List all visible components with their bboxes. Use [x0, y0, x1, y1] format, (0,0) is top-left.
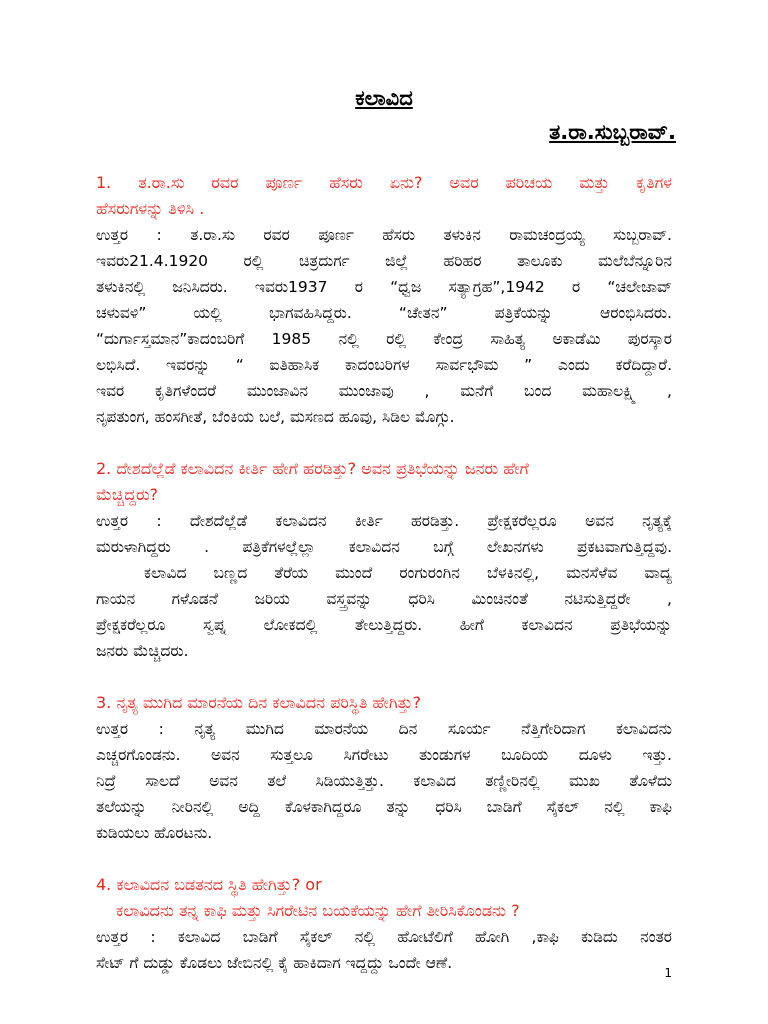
question-line: ಮೆಚ್ಚಿದ್ದರು?	[96, 485, 159, 504]
question-text-alt: ಕಲಾವಿದನು ತನ್ನ ಕಾಫಿ ಮತ್ತು ಸಿಗರೇಟಿನ ಬಯಕೆಯನ್ನು ಹೇಗೆ ತೀರಿಸಿಕೊಂಡನು ?	[116, 901, 520, 920]
answer-line: ಇವರ ಕೃತಿಗಳೆಂದರೆ ಮುಂಜಾವಿನ ಮುಂಜಾವು , ಮನೆಗೆ ಬಂದ ಮಹಾಲಕ್ಷ್ಮಿ ,	[96, 382, 672, 400]
question-section	[96, 872, 672, 976]
question-text	[96, 872, 672, 898]
answer-text	[96, 924, 672, 976]
question-line: 4. ಕಲಾವಿದನ ಬಡತನದ ಸ್ಥಿತಿ ಹೇಗಿತ್ತು? or	[96, 875, 322, 894]
answer-line: ಸೇಟ್ ಗೆ ದುಡ್ಡು ಕೊಡಲು ಜೇಬಿನಲ್ಲಿ ಕೈ ಹಾಕಿದಾಗ ಇದ್ದದ್ದು ಒಂದೇ ಆಣೆ.	[96, 954, 453, 972]
question-section	[96, 170, 672, 430]
answer-line: ನೃಪತುಂಗ, ಹಂಸಗೀತೆ, ಬೆಂಕಿಯ ಬಲೆ, ಮಸಣದ ಹೂವು, ಸಿಡಿಲ ಮೊಗ್ಗು.	[96, 408, 455, 426]
page-number: 1	[664, 966, 672, 980]
answer-line: ಉತ್ತರ : ನೃತ್ಯ ಮುಗಿದ ಮಾರನೆಯ ದಿನ ಸೂರ್ಯ ನೆತ್ತಿಗೇರಿದಾಗ ಕಲಾವಿದನು	[96, 720, 672, 738]
answer-line: ಉತ್ತರ : ತ.ರಾ.ಸು ರವರ ಪೂರ್ಣ ಹೆಸರು ತಳುಕಿನ ರಾಮಚಂದ್ರಯ್ಯ ಸುಬ್ಬರಾವ್.	[96, 226, 672, 244]
answer-line: ಉತ್ತರ : ದೇಶದೆಲ್ಲೆಡೆ ಕಲಾವಿದನ ಕೀರ್ತಿ ಹರಡಿತ್ತು. ಪ್ರೇಕ್ಷಕರೆಲ್ಲರೂ ಅವನ ನೃತ್ಯಕ್ಕೆ	[96, 512, 672, 530]
answer-line: “ದುರ್ಗಾಸ್ತಮಾನ”ಕಾದಂಬರಿಗೆ 1985 ನಲ್ಲಿ ರಲ್ಲಿ ಕೇಂದ್ರ ಸಾಹಿತ್ಯ ಅಕಾಡೆಮಿ ಪುರಸ್ಕಾರ	[96, 330, 672, 348]
answer-text	[96, 716, 672, 846]
document-body	[96, 170, 672, 976]
answer-line: ಉತ್ತರ : ಕಲಾವಿದ ಬಾಡಿಗೆ ಸೈಕಲ್ ನಲ್ಲಿ ಹೋಟೆಲಿಗೆ ಹೋಗಿ ,ಕಾಫಿ ಕುಡಿದು ನಂತರ	[96, 928, 672, 946]
question-text	[96, 170, 672, 222]
question-text	[96, 690, 672, 716]
answer-line: ಕುಡಿಯಲು ಹೊರಟನು.	[96, 824, 213, 842]
question-text	[96, 456, 672, 508]
answer-line: ಚಳುವಳಿ” ಯಲ್ಲಿ ಭಾಗವಹಿಸಿದ್ದರು. “ಚೇತನ” ಪತ್ರಿಕೆಯನ್ನು ಆರಂಭಿಸಿದರು.	[96, 304, 672, 322]
question-section	[96, 690, 672, 846]
answer-line: ಇವರು21.4.1920 ರಲ್ಲಿ ಚಿತ್ರದುರ್ಗ ಜಿಲ್ಲೆ ಹರಿಹರ ತಾಲೂಕು ಮಲೆಬೆನ್ನೂರಿನ	[96, 252, 672, 270]
question-line: 3. ನೃತ್ಯ ಮುಗಿದ ಮಾರನೆಯ ದಿನ ಕಲಾವಿದನ ಪರಿಸ್ಥಿತಿ ಹೇಗಿತ್ತು?	[96, 693, 422, 712]
answer-line: ಲಭಿಸಿದೆ. ಇವರನ್ನು “ ಐತಿಹಾಸಿಕ ಕಾದಂಬರಿಗಳ ಸಾರ್ವಭೌಮ ” ಎಂದು ಕರೆದಿದ್ದಾರೆ.	[96, 356, 672, 374]
answer-line: ನಿದ್ರೆ ಸಾಲದೆ ಅವನ ತಲೆ ಸಿಡಿಯುತ್ತಿತ್ತು. ಕಲಾವಿದ ತಣ್ಣೀರಿನಲ್ಲಿ ಮುಖ ತೊಳೆದು	[96, 772, 672, 790]
answer-line: ತಲೆಯನ್ನು ನೀರಿನಲ್ಲಿ ಅದ್ದಿ ಕೊಳಕಾಗಿದ್ದರೂ ತನ್ನು ಧರಿಸಿ ಬಾಡಿಗೆ ಸೈಕಲ್ ನಲ್ಲಿ ಕಾಫಿ	[96, 798, 672, 816]
answer-line: ತಳುಕಿನಲ್ಲಿ ಜನಿಸಿದರು. ಇವರು1937 ರ “ಧ್ವಜ ಸತ್ಯಾಗ್ರಹ”,1942 ರ “ಚಲೇಜಾವ್	[96, 278, 672, 296]
question-line: 2. ದೇಶದೆಲ್ಲೆಡೆ ಕಲಾವಿದನ ಕೀರ್ತಿ ಹೇಗೆ ಹರಡಿತ್ತು? ಅವನ ಪ್ರತಿಭೆಯನ್ನು ಜನರು ಹೇಗೆ	[96, 459, 529, 478]
page-title: ಕಲಾವಿದ	[355, 86, 413, 110]
answer-line: ಜನರು ಮೆಚ್ಚಿದರು.	[96, 642, 189, 660]
answer-line: ಎಚ್ಚರಗೊಂಡನು. ಅವನ ಸುತ್ತಲೂ ಸಿಗರೇಟು ತುಂಡುಗಳ ಬೂದಿಯ ದೂಳು ಇತ್ತು.	[96, 746, 672, 764]
answer-line: ಗಾಯನ ಗಳೊಡನೆ ಜರಿಯ ವಸ್ತ್ರವನ್ನು ಧರಿಸಿ ಮಿಂಚಿನಂತೆ ನಟಿಸುತ್ತಿದ್ದರೇ ,	[96, 590, 672, 608]
answer-line: ಪ್ರೇಕ್ಷಕರೆಲ್ಲರೂ ಸ್ವಪ್ನ ಲೋಕದಲ್ಲಿ ತೇಲುತ್ತಿದ್ದರು. ಹೀಗೆ ಕಲಾವಿದನ ಪ್ರತಿಭೆಯನ್ನು	[96, 616, 672, 634]
answer-line: ಮರುಳಾಗಿದ್ದರು . ಪತ್ರಿಕೆಗಳಲ್ಲೆಲ್ಲಾ ಕಲಾವಿದನ ಬಗ್ಗೆ ಲೇಖನಗಳು ಪ್ರಕಟವಾಗುತ್ತಿದ್ದವು.	[96, 538, 672, 556]
author-name: ತ.ರಾ.ಸುಬ್ಬರಾವ್.	[549, 120, 676, 144]
question-section	[96, 456, 672, 664]
answer-text	[96, 222, 672, 430]
question-line: ಹೆಸರುಗಳನ್ನು ತಿಳಿಸಿ .	[96, 199, 205, 218]
question-line: 1. ತ.ರಾ.ಸು ರವರ ಪೂರ್ಣ ಹೆಸರು ಏನು? ಅವರ ಪರಿಚಯ ಮತ್ತು ಕೃತಿಗಳ	[96, 173, 672, 192]
answer-line: ಕಲಾವಿದ ಬಣ್ಣದ ತೆರೆಯ ಮುಂದೆ ರಂಗುರಂಗಿನ ಬೆಳಕಿನಲ್ಲಿ, ಮನಸೆಳೆವ ವಾದ್ಯ	[144, 564, 672, 582]
answer-text	[96, 508, 672, 664]
